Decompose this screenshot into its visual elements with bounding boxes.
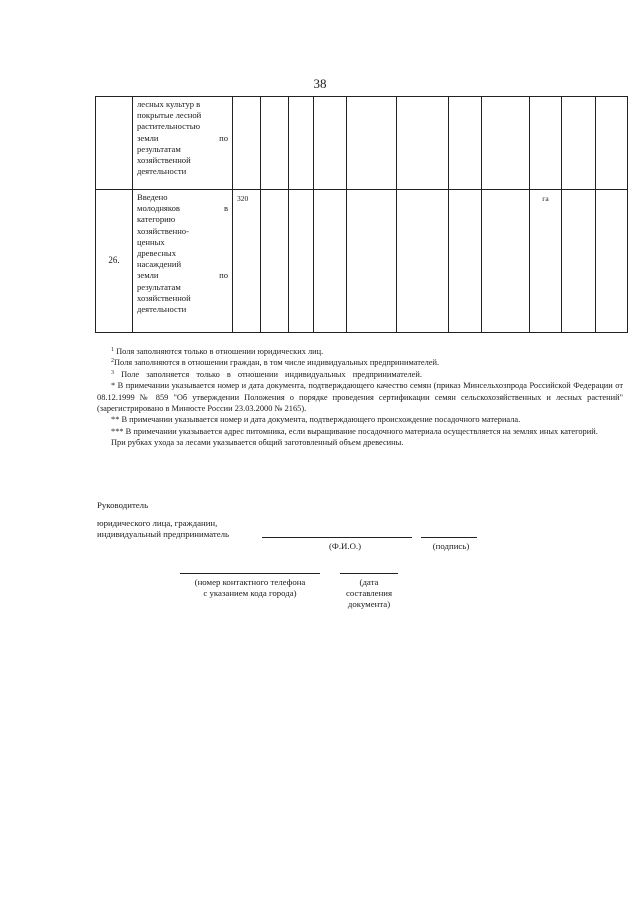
data-cell	[261, 190, 289, 333]
data-cell	[347, 190, 397, 333]
name-line: растительностью	[137, 121, 201, 132]
report-table	[95, 96, 628, 333]
row-name-cell	[133, 190, 233, 333]
signature-block	[97, 500, 517, 541]
unit-cell: га	[530, 190, 562, 333]
row-name-cell	[133, 97, 233, 190]
signature-line	[421, 537, 477, 538]
data-cell	[397, 190, 449, 333]
footnote-3: $^3$ Поле заполняется только в отношении индивидуальных предпринимателей.	[111, 369, 422, 379]
table-row-26	[96, 190, 628, 333]
name-line: лесных культур в	[137, 99, 201, 109]
data-cell	[289, 190, 314, 333]
phone-caption: (номер контактного телефона с указанием кода города)	[194, 577, 306, 598]
data-cell	[596, 97, 628, 190]
phone-line	[180, 573, 320, 574]
signer-line-2: юридического лица, гражданин,	[97, 517, 218, 528]
footnote-2: $^2$Поля заполняются в отношении граждан, в том числе индивидуальных предпринимателей.	[111, 358, 440, 368]
footnote-planting-material: ** В примечании указывается номер и дата документа, подтверждающего происхождение посадочного материала.	[111, 415, 521, 425]
row-code-cell: 320	[233, 190, 261, 333]
name-line: Введено	[137, 192, 168, 202]
name-line: хозяйственной	[137, 292, 191, 303]
date-line	[340, 573, 398, 574]
footnotes	[97, 346, 623, 449]
name-line: хозяйственной	[137, 155, 191, 166]
name-line: земли по	[137, 132, 228, 143]
table-row-continued	[96, 97, 628, 190]
data-cell	[596, 190, 628, 333]
name-line: хозяйственно-	[137, 225, 189, 236]
signer-line-3: индивидуальный предприниматель	[97, 529, 230, 539]
unit-cell	[530, 97, 562, 190]
data-cell	[397, 97, 449, 190]
name-line: результатам	[137, 281, 181, 292]
data-cell	[482, 97, 530, 190]
name-line: результатам	[137, 143, 181, 154]
data-cell	[314, 97, 347, 190]
page-number: 38	[313, 76, 327, 91]
name-line: молодняков в	[137, 203, 228, 214]
fio-caption: (Ф.И.О.)	[328, 541, 362, 551]
row-number-cell: 26.	[96, 190, 133, 333]
data-cell	[562, 190, 596, 333]
name-line: категорию	[137, 214, 176, 225]
footnote-1: $^1$ Поля заполняются только в отношении юридических лиц.	[111, 347, 324, 356]
name-line: деятельности	[137, 166, 187, 177]
date-caption: (дата составления документа)	[345, 577, 393, 609]
name-line: деятельности	[137, 304, 187, 315]
data-cell	[289, 97, 314, 190]
data-cell	[449, 97, 482, 190]
fio-line	[262, 537, 412, 538]
signer-line-1: Руководитель	[97, 500, 149, 510]
data-cell	[562, 97, 596, 190]
row-code-cell	[233, 97, 261, 190]
signature-caption: (подпись)	[432, 541, 470, 551]
name-line: земли по	[137, 270, 228, 281]
data-cell	[261, 97, 289, 190]
data-cell	[314, 190, 347, 333]
footnote-nursery: *** В примечании указывается адрес питомника, если выращивание посадочного материала осуществляется на землях иных категорий.	[111, 426, 598, 436]
footnote-thinning: При рубках ухода за лесами указывается общий заготовленный объем древесины.	[111, 438, 404, 448]
name-line: древесных	[137, 248, 177, 259]
name-line: покрытые лесной	[137, 110, 202, 121]
name-line: насаждений	[137, 259, 182, 270]
data-cell	[482, 190, 530, 333]
row-number-cell	[96, 97, 133, 190]
name-line: ценных	[137, 236, 165, 247]
footnote-seeds: * В примечании указывается номер и дата документа, подтверждающего качество семян (приказ Минсельхозпрода Российской Федерации от 08.12.1999 № 859 "Об утверждении Положения о порядке проведения сертификации семян сельскохозяйственных и лесных растений" (зарегистрировано в Минюсте России 23.03.2000 № 2165).	[97, 381, 623, 414]
data-cell	[347, 97, 397, 190]
data-cell	[449, 190, 482, 333]
